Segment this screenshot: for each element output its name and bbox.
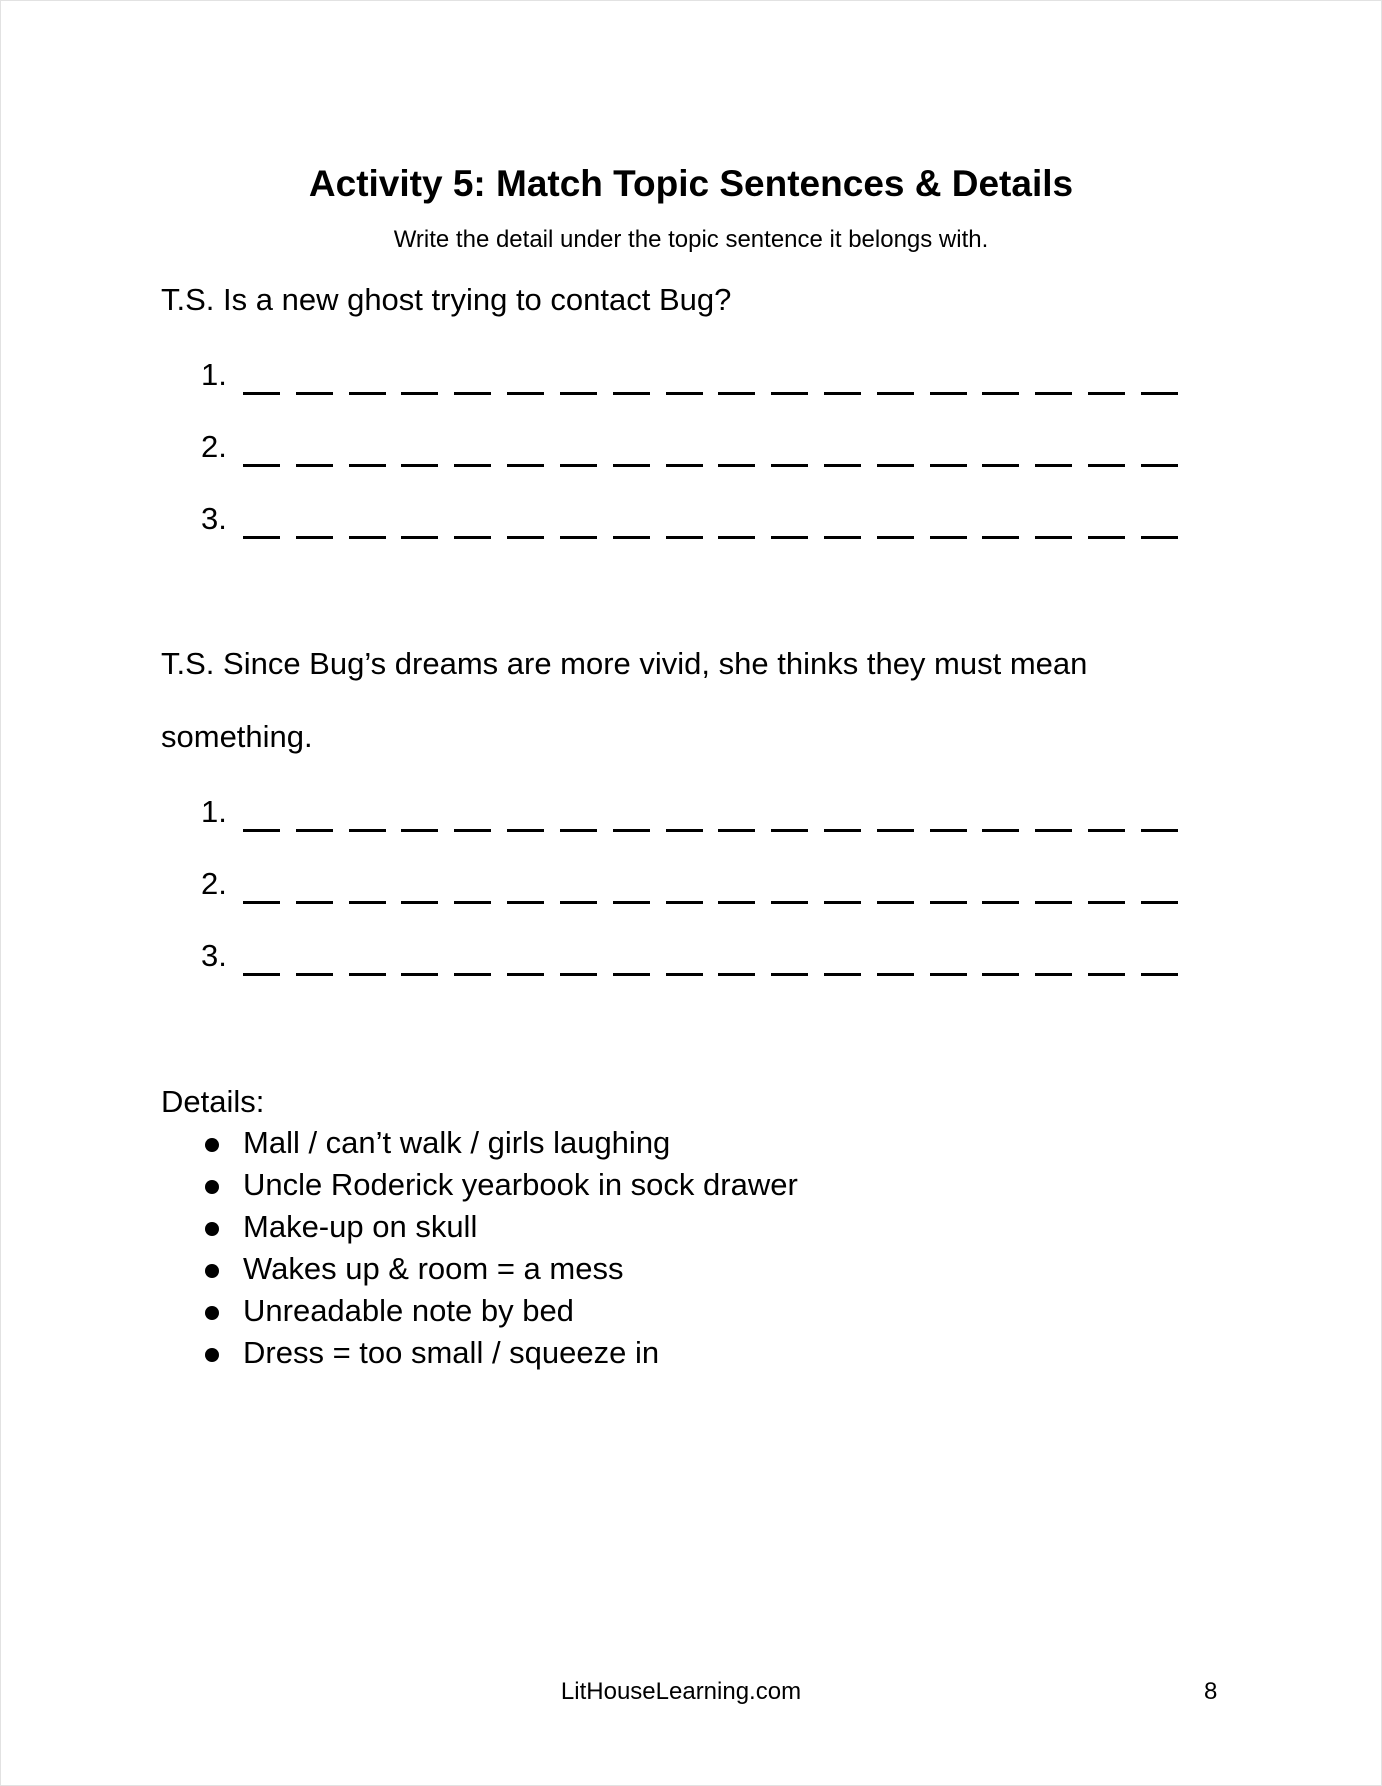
blank-dash (560, 973, 597, 976)
blank-dash (1141, 392, 1178, 395)
blank-dash (824, 464, 861, 467)
detail-text: Uncle Roderick yearbook in sock drawer (243, 1167, 798, 1202)
blank-dash (930, 901, 967, 904)
blank-dash (771, 901, 808, 904)
detail-text: Wakes up & room = a mess (243, 1251, 624, 1286)
answer-line[interactable] (201, 428, 1181, 472)
blank-dash (1088, 536, 1125, 539)
blank-dash (666, 901, 703, 904)
page-title: Activity 5: Match Topic Sentences & Details (308, 163, 1074, 204)
blank-dash (666, 464, 703, 467)
page-number: 8 (1204, 1678, 1218, 1705)
blank-dash (982, 536, 1019, 539)
blank-dash (507, 829, 544, 832)
blank-dash (507, 536, 544, 539)
blank-dash (666, 829, 703, 832)
blank-dash (613, 464, 650, 467)
answer-line[interactable] (201, 937, 1181, 981)
detail-item (201, 1124, 798, 1166)
blank-dash (613, 829, 650, 832)
blank-dash (454, 536, 491, 539)
answer-blanks (243, 464, 1178, 467)
detail-item (201, 1334, 798, 1376)
blank-dash (1141, 464, 1178, 467)
blank-dash (666, 973, 703, 976)
blank-dash (560, 464, 597, 467)
blank-dash (560, 392, 597, 395)
blank-dash (982, 464, 1019, 467)
blank-dash (718, 464, 755, 467)
details-heading: Details: (161, 1084, 265, 1119)
blank-dash (771, 973, 808, 976)
bullet-icon (205, 1222, 219, 1236)
blank-dash (1141, 901, 1178, 904)
blank-dash (349, 973, 386, 976)
blank-dash (1141, 829, 1178, 832)
blank-dash (1035, 973, 1072, 976)
blank-dash (296, 464, 333, 467)
blank-dash (1035, 829, 1072, 832)
blank-dash (401, 536, 438, 539)
answer-number: 1. (201, 357, 227, 392)
detail-item (201, 1250, 798, 1292)
bullet-icon (205, 1180, 219, 1194)
blank-dash (877, 536, 914, 539)
answer-number: 3. (201, 501, 227, 536)
blank-dash (243, 464, 280, 467)
topic-sentence-1: T.S. Is a new ghost trying to contact Bug? (161, 282, 732, 317)
blank-dash (454, 464, 491, 467)
blank-dash (296, 829, 333, 832)
answer-number: 2. (201, 429, 227, 464)
detail-text: Make-up on skull (243, 1209, 478, 1244)
blank-dash (877, 901, 914, 904)
blank-dash (349, 901, 386, 904)
blank-dash (877, 973, 914, 976)
blank-dash (771, 829, 808, 832)
instructions: Write the detail under the topic sentence it belongs with. (393, 226, 989, 253)
blank-dash (1088, 901, 1125, 904)
answer-line[interactable] (201, 500, 1181, 544)
blank-dash (560, 536, 597, 539)
blank-dash (613, 973, 650, 976)
blank-dash (877, 829, 914, 832)
blank-dash (296, 536, 333, 539)
blank-dash (930, 464, 967, 467)
blank-dash (666, 392, 703, 395)
blank-dash (1141, 536, 1178, 539)
blank-dash (401, 829, 438, 832)
blank-dash (349, 829, 386, 832)
answer-number: 2. (201, 866, 227, 901)
blank-dash (666, 536, 703, 539)
blank-dash (930, 973, 967, 976)
blank-dash (982, 973, 1019, 976)
blank-dash (454, 973, 491, 976)
blank-dash (349, 464, 386, 467)
blank-dash (349, 392, 386, 395)
blank-dash (771, 392, 808, 395)
answer-line[interactable] (201, 865, 1181, 909)
bullet-icon (205, 1138, 219, 1152)
blank-dash (982, 392, 1019, 395)
detail-text: Dress = too small / squeeze in (243, 1335, 660, 1370)
blank-dash (930, 392, 967, 395)
blank-dash (930, 829, 967, 832)
answer-line[interactable] (201, 793, 1181, 837)
blank-dash (718, 392, 755, 395)
answer-number: 3. (201, 938, 227, 973)
blank-dash (1088, 464, 1125, 467)
blank-dash (824, 901, 861, 904)
blank-dash (613, 392, 650, 395)
blank-dash (560, 829, 597, 832)
blank-dash (982, 901, 1019, 904)
blank-dash (824, 973, 861, 976)
blank-dash (718, 536, 755, 539)
blank-dash (1088, 973, 1125, 976)
detail-text: Mall / can’t walk / girls laughing (243, 1125, 671, 1160)
blank-dash (982, 829, 1019, 832)
blank-dash (243, 536, 280, 539)
answer-number: 1. (201, 794, 227, 829)
blank-dash (401, 901, 438, 904)
detail-item (201, 1166, 798, 1208)
blank-dash (877, 464, 914, 467)
answer-blanks (243, 829, 1178, 832)
blank-dash (718, 901, 755, 904)
blank-dash (401, 973, 438, 976)
blank-dash (613, 901, 650, 904)
blank-dash (824, 536, 861, 539)
blank-dash (877, 392, 914, 395)
blank-dash (243, 901, 280, 904)
blank-dash (507, 901, 544, 904)
blank-dash (507, 973, 544, 976)
blank-dash (243, 829, 280, 832)
blank-dash (718, 973, 755, 976)
blank-dash (824, 392, 861, 395)
blank-dash (1035, 392, 1072, 395)
blank-dash (454, 901, 491, 904)
detail-item (201, 1292, 798, 1334)
blank-dash (349, 536, 386, 539)
answer-blanks (243, 973, 1178, 976)
blank-dash (243, 392, 280, 395)
blank-dash (560, 901, 597, 904)
footer-website: LitHouseLearning.com (560, 1678, 802, 1705)
blank-dash (507, 392, 544, 395)
blank-dash (1035, 464, 1072, 467)
blank-dash (613, 536, 650, 539)
answer-line[interactable] (201, 356, 1181, 400)
details-list (201, 1124, 798, 1376)
blank-dash (296, 973, 333, 976)
detail-item (201, 1208, 798, 1250)
blank-dash (296, 901, 333, 904)
blank-dash (1035, 901, 1072, 904)
answer-blanks (243, 536, 1178, 539)
bullet-icon (205, 1348, 219, 1362)
blank-dash (718, 829, 755, 832)
blank-dash (454, 392, 491, 395)
blank-dash (1088, 829, 1125, 832)
blank-dash (1035, 536, 1072, 539)
detail-text: Unreadable note by bed (243, 1293, 574, 1328)
topic-sentence-2-continued: something. (161, 719, 313, 754)
topic-sentence-2: T.S. Since Bug’s dreams are more vivid, she thinks they must mean (161, 646, 1088, 681)
bullet-icon (205, 1306, 219, 1320)
blank-dash (401, 464, 438, 467)
blank-dash (296, 392, 333, 395)
answer-blanks (243, 392, 1178, 395)
bullet-icon (205, 1264, 219, 1278)
blank-dash (243, 973, 280, 976)
answer-blanks (243, 901, 1178, 904)
blank-dash (824, 829, 861, 832)
blank-dash (401, 392, 438, 395)
blank-dash (1141, 973, 1178, 976)
blank-dash (930, 536, 967, 539)
blank-dash (1088, 392, 1125, 395)
blank-dash (771, 536, 808, 539)
blank-dash (454, 829, 491, 832)
blank-dash (771, 464, 808, 467)
blank-dash (507, 464, 544, 467)
